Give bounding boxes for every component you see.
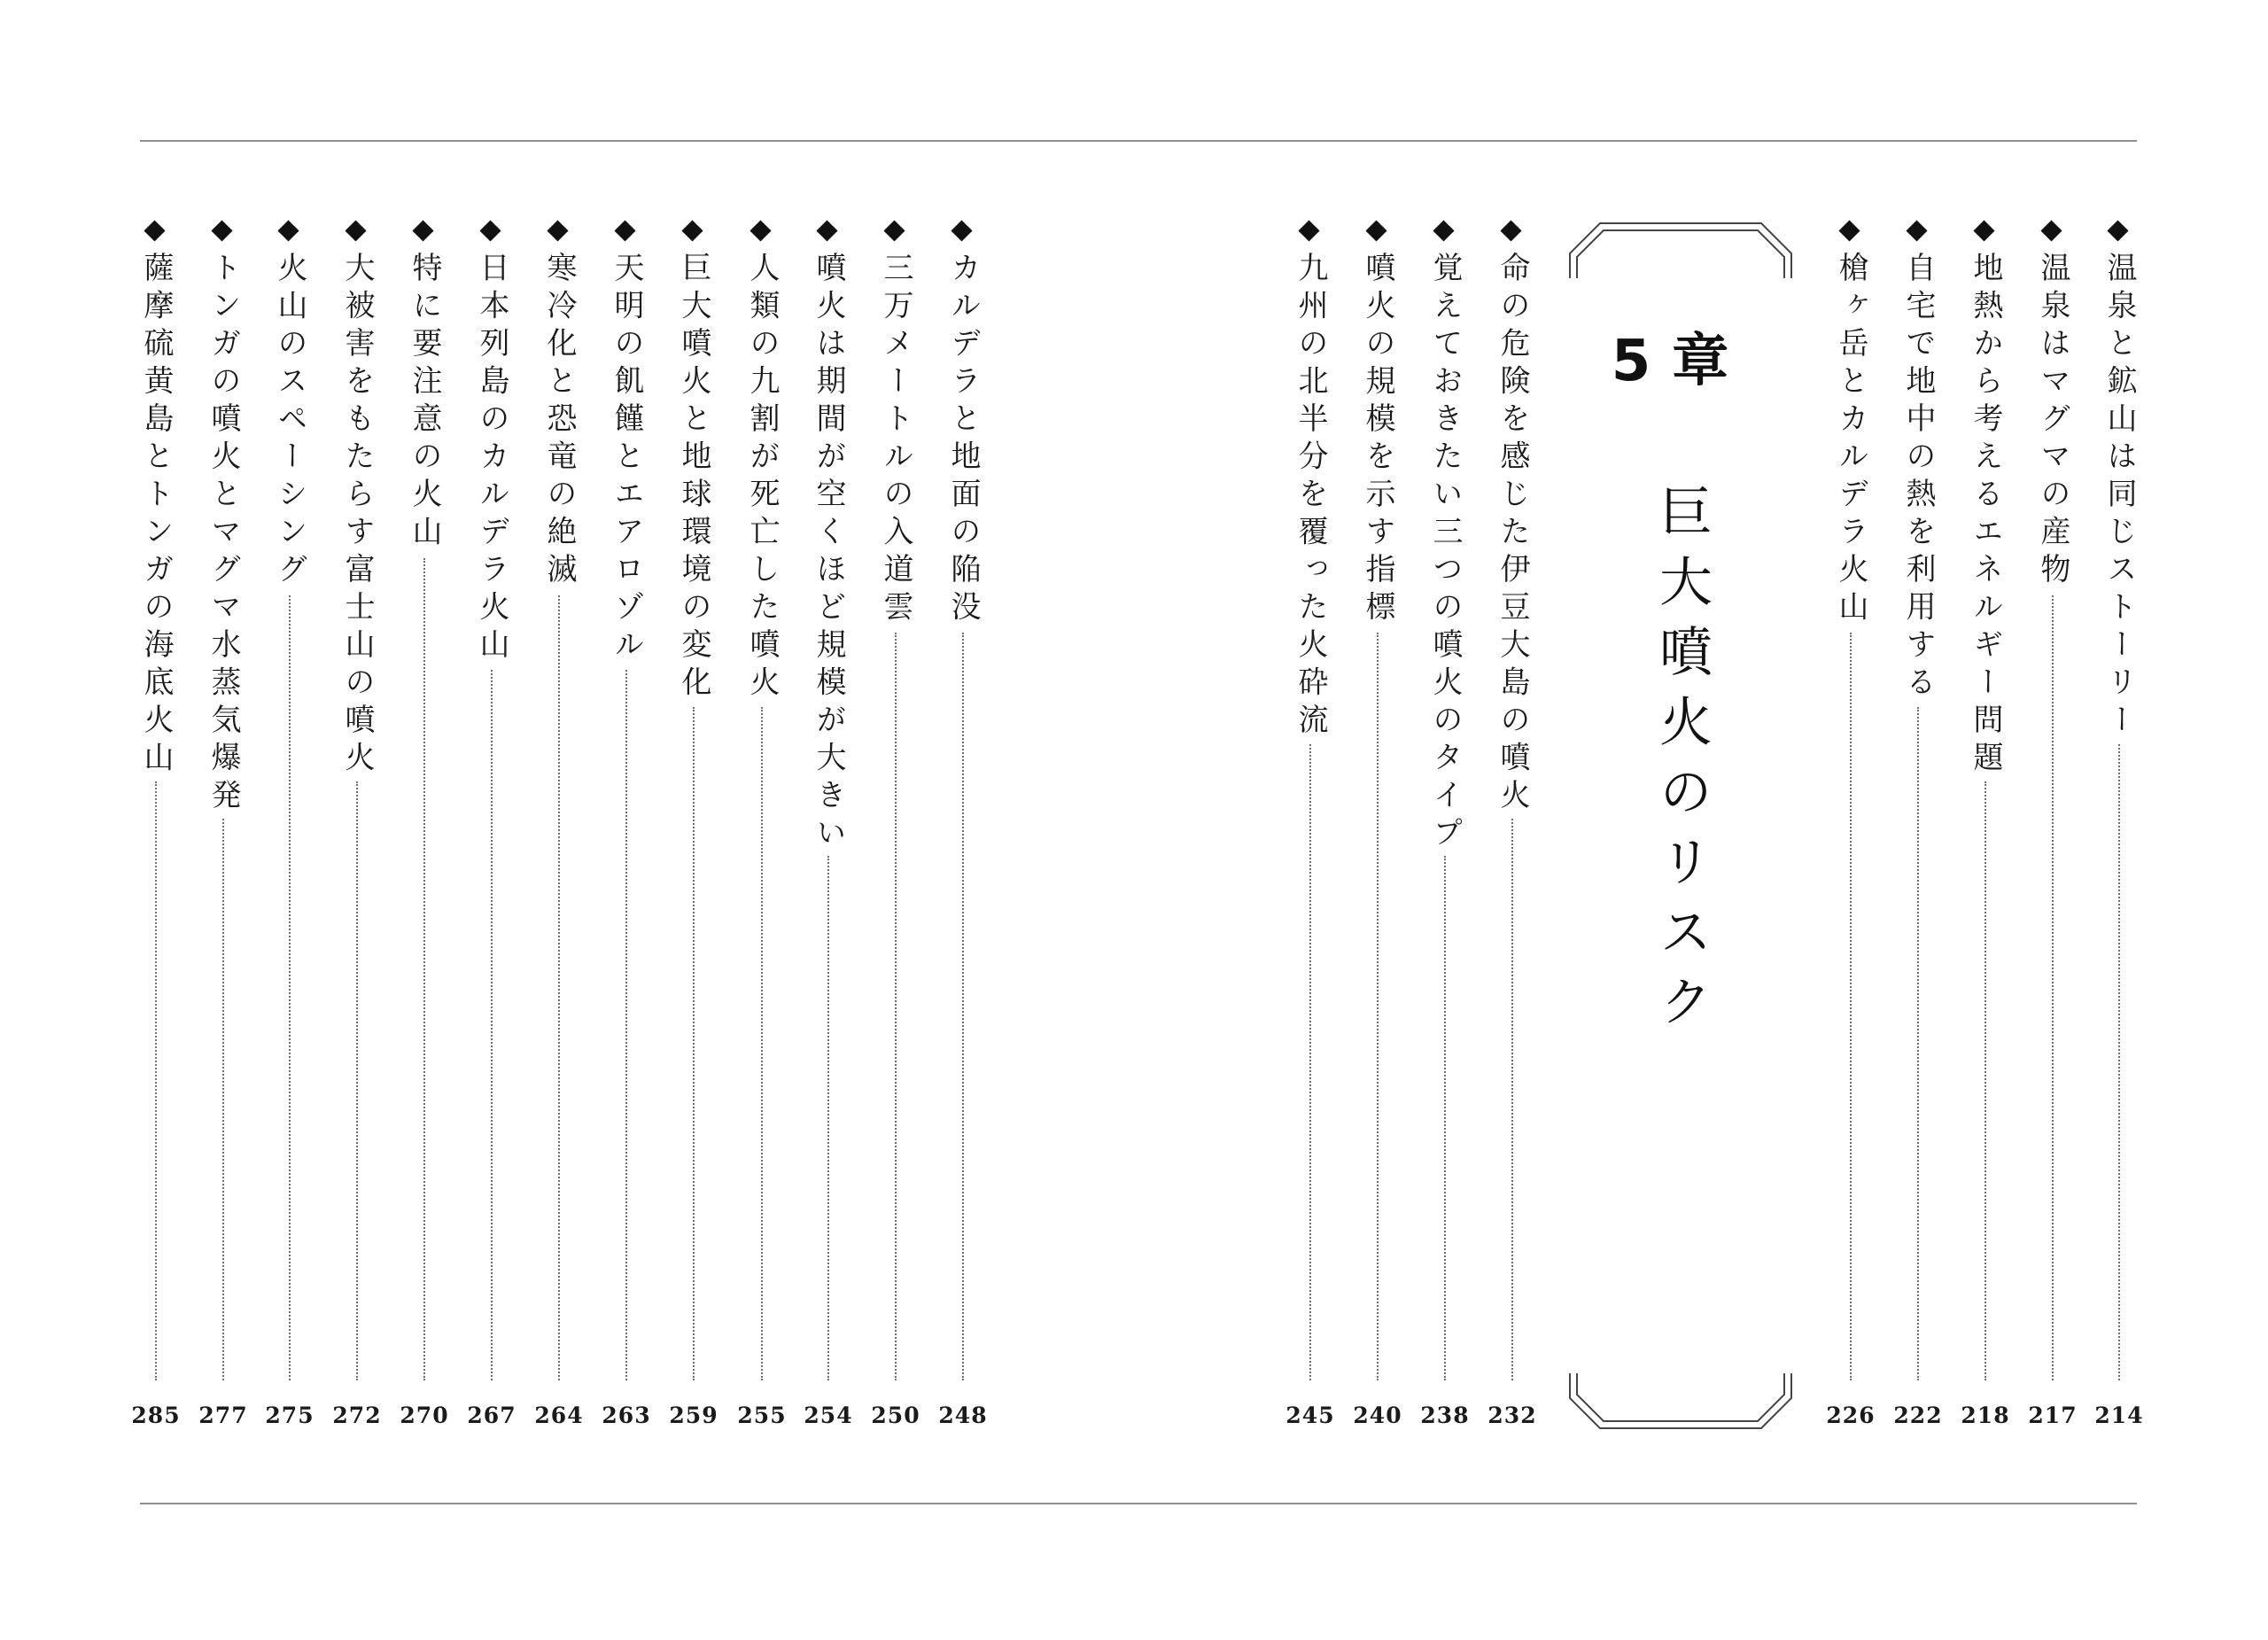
diamond-bullet-icon	[951, 220, 972, 241]
dot-leader	[222, 819, 224, 1380]
dot-leader	[1444, 856, 1446, 1380]
diamond-bullet-icon	[750, 220, 771, 241]
dot-leader	[491, 670, 493, 1380]
toc-page-number: 277	[198, 1403, 248, 1428]
dot-leader	[962, 633, 964, 1380]
toc-entry[interactable]	[804, 218, 853, 1441]
toc-page-number: 248	[938, 1403, 988, 1428]
toc-entry[interactable]	[1826, 218, 1876, 1441]
dot-leader	[1984, 781, 1986, 1380]
toc-entry[interactable]	[2094, 218, 2144, 1441]
diamond-bullet-icon	[547, 220, 568, 241]
toc-entry[interactable]	[131, 218, 181, 1441]
chapter-title: 巨大噴火のリスク	[1651, 484, 1713, 1044]
toc-entry-title: 人類の九割が死亡した噴火	[744, 252, 780, 703]
toc-page-number: 226	[1826, 1403, 1876, 1428]
toc-entry-title: 温泉と鉱山は同じストーリー	[2101, 252, 2137, 742]
toc-page-number: 232	[1487, 1403, 1537, 1428]
toc-entry-title: 天明の飢饉とエアロゾル	[609, 252, 644, 666]
diamond-bullet-icon	[1298, 220, 1319, 241]
dot-leader	[827, 856, 829, 1380]
toc-entry[interactable]	[938, 218, 988, 1441]
toc-entry-title: トンガの噴火とマグマ水蒸気爆発	[206, 252, 241, 817]
diamond-bullet-icon	[883, 220, 905, 241]
toc-page-number: 263	[602, 1403, 651, 1428]
diamond-bullet-icon	[1906, 220, 1927, 241]
bottom-rule	[140, 1503, 2137, 1504]
dot-leader	[761, 707, 763, 1380]
diamond-bullet-icon	[816, 220, 837, 241]
toc-entry[interactable]	[737, 218, 787, 1441]
toc-page-number: 250	[871, 1403, 920, 1428]
toc-page-number: 255	[737, 1403, 787, 1428]
toc-entry[interactable]	[332, 218, 382, 1441]
toc-entry-title: 噴火は期間が空くほど規模が大きい	[811, 252, 846, 854]
toc-entry[interactable]	[1420, 218, 1470, 1441]
dot-leader	[1850, 633, 1852, 1380]
diamond-bullet-icon	[1500, 220, 1521, 241]
chapter-number: 5章	[1611, 329, 1751, 394]
toc-page-number: 275	[265, 1403, 315, 1428]
diamond-bullet-icon	[144, 220, 165, 241]
diamond-bullet-icon	[412, 220, 433, 241]
dot-leader	[356, 781, 358, 1380]
toc-entry[interactable]	[1285, 218, 1335, 1441]
toc-entry-title: 薩摩硫黄島とトンガの海底火山	[138, 252, 174, 779]
dot-leader	[2118, 744, 2120, 1380]
diamond-bullet-icon	[1973, 220, 1994, 241]
toc-entry-title: 火山のスペーシング	[272, 252, 307, 591]
diamond-bullet-icon	[681, 220, 703, 241]
toc-page-number: 214	[2094, 1403, 2144, 1428]
toc-entry-title: カルデラと地面の陥没	[945, 252, 981, 628]
toc-entry-title: 日本列島のカルデラ火山	[474, 252, 509, 666]
toc-page-number: 272	[332, 1403, 382, 1428]
diamond-bullet-icon	[2107, 220, 2128, 241]
toc-entry[interactable]	[1487, 218, 1537, 1441]
toc-entry[interactable]	[534, 218, 584, 1441]
toc-entry[interactable]	[467, 218, 517, 1441]
dot-leader	[289, 595, 291, 1380]
dot-leader	[895, 633, 897, 1380]
dot-leader	[155, 781, 157, 1380]
dot-leader	[1511, 819, 1513, 1380]
toc-entry-title: 九州の北半分を覆った火砕流	[1293, 252, 1328, 742]
toc-page-number: 245	[1285, 1403, 1335, 1428]
dot-leader	[2052, 595, 2054, 1380]
chapter-heading[interactable]	[1565, 218, 1797, 1434]
toc-page-number: 240	[1353, 1403, 1402, 1428]
toc-entry-title: 地熱から考えるエネルギー問題	[1968, 252, 2003, 779]
toc-page-number: 270	[400, 1403, 449, 1428]
toc-entry[interactable]	[265, 218, 315, 1441]
toc-entry[interactable]	[1961, 218, 2010, 1441]
toc-entry-title: 命の危険を感じた伊豆大島の噴火	[1495, 252, 1530, 817]
dot-leader	[558, 595, 560, 1380]
toc-page-number: 267	[467, 1403, 517, 1428]
diamond-bullet-icon	[614, 220, 635, 241]
dot-leader	[1917, 707, 1919, 1380]
diamond-bullet-icon	[345, 220, 366, 241]
diamond-bullet-icon	[1365, 220, 1386, 241]
diamond-bullet-icon	[211, 220, 232, 241]
toc-entry-title: 三万メートルの入道雲	[878, 252, 913, 628]
diamond-bullet-icon	[1838, 220, 1860, 241]
toc-entry-title: 槍ヶ岳とカルデラ火山	[1833, 252, 1868, 628]
toc-page-number: 254	[804, 1403, 853, 1428]
toc-entry[interactable]	[871, 218, 920, 1441]
toc-entry[interactable]	[669, 218, 718, 1441]
diamond-bullet-icon	[2040, 220, 2062, 241]
dot-leader	[1377, 633, 1379, 1380]
toc-entry[interactable]	[602, 218, 651, 1441]
toc-entry[interactable]	[400, 218, 449, 1441]
toc-page-number: 285	[131, 1403, 181, 1428]
toc-entry-title: 覚えておきたい三つの噴火のタイプ	[1427, 252, 1463, 854]
toc-page-number: 217	[2028, 1403, 2078, 1428]
toc-entry-title: 自宅で地中の熱を利用する	[1900, 252, 1936, 703]
top-rule	[140, 140, 2137, 142]
toc-entry-title: 大被害をもたらす富士山の噴火	[339, 252, 375, 779]
toc-page-number: 218	[1961, 1403, 2010, 1428]
toc-entry[interactable]	[1353, 218, 1402, 1441]
dot-leader	[625, 670, 627, 1380]
diamond-bullet-icon	[1433, 220, 1454, 241]
toc-entry-title: 巨大噴火と地球環境の変化	[676, 252, 711, 703]
dot-leader	[693, 707, 695, 1380]
toc-page-number: 222	[1893, 1403, 1943, 1428]
diamond-bullet-icon	[277, 220, 299, 241]
toc-entry-title: 特に要注意の火山	[407, 252, 442, 553]
toc-entry-title: 寒冷化と恐竜の絶滅	[541, 252, 577, 591]
toc-entry[interactable]	[1893, 218, 1943, 1441]
toc-entry[interactable]	[198, 218, 248, 1441]
dot-leader	[423, 558, 425, 1380]
toc-page-number: 238	[1420, 1403, 1470, 1428]
toc-page-number: 259	[669, 1403, 718, 1428]
dot-leader	[1309, 744, 1311, 1380]
toc-entry-title: 噴火の規模を示す指標	[1360, 252, 1395, 628]
toc-entry[interactable]	[2028, 218, 2078, 1441]
diamond-bullet-icon	[479, 220, 501, 241]
toc-entry-title: 温泉はマグマの産物	[2035, 252, 2070, 591]
toc-page-number: 264	[534, 1403, 584, 1428]
